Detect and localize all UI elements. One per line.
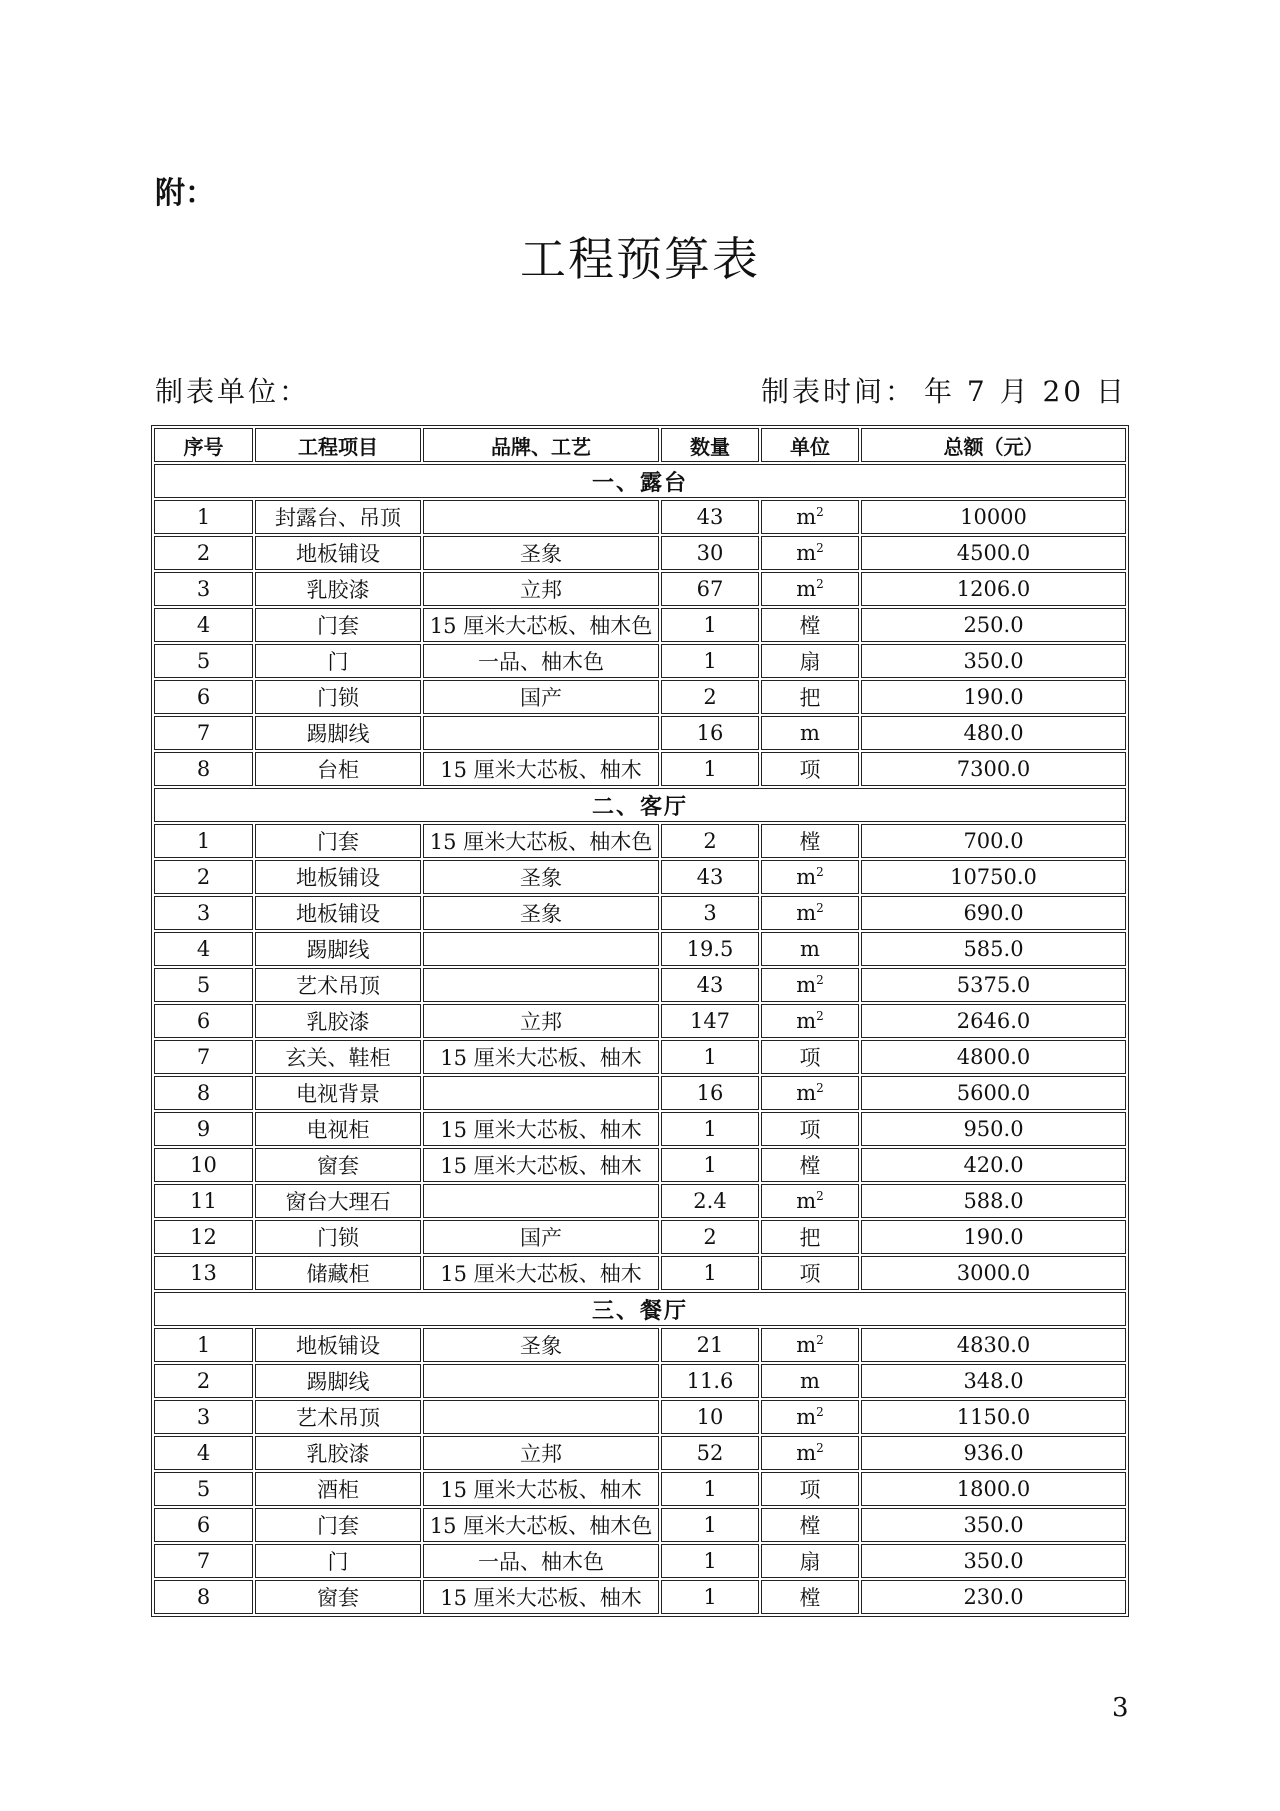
item-name-cell: 门 <box>255 644 421 678</box>
quantity-cell: 2 <box>661 680 759 714</box>
budget-table <box>151 425 1129 1617</box>
brand-cell <box>423 968 659 1002</box>
row-number-cell: 8 <box>154 1076 253 1110</box>
quantity-cell: 11.6 <box>661 1364 759 1398</box>
brand-cell <box>423 716 659 750</box>
row-number-cell: 11 <box>154 1184 253 1218</box>
brand-cell: 15 厘米大芯板、柚木 <box>423 1256 659 1290</box>
unit-text: 项 <box>799 1262 821 1286</box>
table-row <box>154 932 1126 966</box>
unit-text: 樘 <box>799 830 821 854</box>
quantity-cell: 1 <box>661 1040 759 1074</box>
item-name-cell: 艺术吊顶 <box>255 1400 421 1434</box>
item-name-cell: 封露台、吊顶 <box>255 500 421 534</box>
brand-cell: 立邦 <box>423 1436 659 1470</box>
item-name-cell: 门锁 <box>255 1220 421 1254</box>
column-header: 总额（元） <box>861 428 1126 462</box>
quantity-cell: 43 <box>661 860 759 894</box>
brand-cell <box>423 1400 659 1434</box>
unit-exponent: 2 <box>816 505 824 519</box>
item-name-cell: 电视背景 <box>255 1076 421 1110</box>
unit-exponent: 2 <box>816 1441 824 1455</box>
total-cell: 950.0 <box>861 1112 1126 1146</box>
brand-cell: 15 厘米大芯板、柚木色 <box>423 608 659 642</box>
unit-cell <box>761 1148 859 1182</box>
brand-cell: 一品、柚木色 <box>423 644 659 678</box>
column-header: 工程项目 <box>255 428 421 462</box>
unit-cell <box>761 500 859 534</box>
quantity-cell: 147 <box>661 1004 759 1038</box>
item-name-cell: 储藏柜 <box>255 1256 421 1290</box>
unit-text: 项 <box>799 758 821 782</box>
row-number-cell: 1 <box>154 824 253 858</box>
unit-cell <box>761 968 859 1002</box>
unit-text: m <box>796 505 817 529</box>
total-cell: 350.0 <box>861 1508 1126 1542</box>
unit-text: 樘 <box>799 1514 821 1538</box>
unit-cell <box>761 1472 859 1506</box>
unit-cell <box>761 752 859 786</box>
row-number-cell: 3 <box>154 572 253 606</box>
unit-cell <box>761 1328 859 1362</box>
brand-cell: 15 厘米大芯板、柚木色 <box>423 824 659 858</box>
unit-cell <box>761 824 859 858</box>
quantity-cell: 1 <box>661 1112 759 1146</box>
total-cell: 10750.0 <box>861 860 1126 894</box>
table-row <box>154 572 1126 606</box>
unit-exponent: 2 <box>816 577 824 591</box>
brand-cell: 圣象 <box>423 860 659 894</box>
unit-text: 项 <box>799 1046 821 1070</box>
total-cell: 4800.0 <box>861 1040 1126 1074</box>
section-row <box>154 788 1126 822</box>
column-header: 品牌、工艺 <box>423 428 659 462</box>
item-name-cell: 酒柜 <box>255 1472 421 1506</box>
row-number-cell: 5 <box>154 644 253 678</box>
total-cell: 190.0 <box>861 680 1126 714</box>
quantity-cell: 10 <box>661 1400 759 1434</box>
unit-exponent: 2 <box>816 1189 824 1203</box>
unit-cell <box>761 932 859 966</box>
page-title: 工程预算表 <box>520 232 760 286</box>
table-row <box>154 1076 1126 1110</box>
brand-cell: 15 厘米大芯板、柚木 <box>423 1112 659 1146</box>
unit-text: 把 <box>799 686 821 710</box>
unit-exponent: 2 <box>816 865 824 879</box>
table-row <box>154 1436 1126 1470</box>
table-row <box>154 824 1126 858</box>
row-number-cell: 5 <box>154 968 253 1002</box>
row-number-cell: 4 <box>154 608 253 642</box>
prepared-by-label: 制表单位： <box>155 375 311 408</box>
column-header: 序号 <box>154 428 253 462</box>
item-name-cell: 门套 <box>255 1508 421 1542</box>
item-name-cell: 艺术吊顶 <box>255 968 421 1002</box>
total-cell: 1150.0 <box>861 1400 1126 1434</box>
unit-text: m <box>796 1189 817 1213</box>
quantity-cell: 1 <box>661 1544 759 1578</box>
unit-text: 扇 <box>799 650 821 674</box>
row-number-cell: 2 <box>154 860 253 894</box>
unit-cell <box>761 896 859 930</box>
brand-cell: 15 厘米大芯板、柚木 <box>423 1472 659 1506</box>
table-row <box>154 1112 1126 1146</box>
unit-cell <box>761 1220 859 1254</box>
unit-text: m <box>796 541 817 565</box>
table-row <box>154 644 1126 678</box>
table-row <box>154 1472 1126 1506</box>
brand-cell: 一品、柚木色 <box>423 1544 659 1578</box>
total-cell: 480.0 <box>861 716 1126 750</box>
brand-cell: 立邦 <box>423 1004 659 1038</box>
table-row <box>154 1508 1126 1542</box>
unit-text: m <box>796 1081 817 1105</box>
quantity-cell: 1 <box>661 1472 759 1506</box>
quantity-cell: 43 <box>661 968 759 1002</box>
table-row <box>154 1184 1126 1218</box>
unit-exponent: 2 <box>816 1009 824 1023</box>
section-title: 一、露台 <box>154 464 1126 498</box>
unit-text: m <box>796 1405 817 1429</box>
unit-text: 樘 <box>799 1586 821 1610</box>
column-header: 单位 <box>761 428 859 462</box>
quantity-cell: 1 <box>661 1580 759 1614</box>
quantity-cell: 19.5 <box>661 932 759 966</box>
brand-cell: 圣象 <box>423 1328 659 1362</box>
brand-cell <box>423 500 659 534</box>
row-number-cell: 2 <box>154 536 253 570</box>
table-row <box>154 500 1126 534</box>
total-cell: 1800.0 <box>861 1472 1126 1506</box>
section-title: 二、客厅 <box>154 788 1126 822</box>
unit-cell <box>761 1400 859 1434</box>
section-row <box>154 464 1126 498</box>
total-cell: 690.0 <box>861 896 1126 930</box>
brand-cell: 立邦 <box>423 572 659 606</box>
table-row <box>154 1400 1126 1434</box>
unit-cell <box>761 680 859 714</box>
item-name-cell: 乳胶漆 <box>255 1004 421 1038</box>
row-number-cell: 1 <box>154 1328 253 1362</box>
unit-cell <box>761 536 859 570</box>
unit-cell <box>761 1364 859 1398</box>
row-number-cell: 6 <box>154 1004 253 1038</box>
unit-text: m <box>796 1441 817 1465</box>
total-cell: 250.0 <box>861 608 1126 642</box>
total-cell: 420.0 <box>861 1148 1126 1182</box>
table-row <box>154 608 1126 642</box>
row-number-cell: 9 <box>154 1112 253 1146</box>
table-row <box>154 1148 1126 1182</box>
row-number-cell: 4 <box>154 1436 253 1470</box>
total-cell: 350.0 <box>861 1544 1126 1578</box>
brand-cell: 圣象 <box>423 896 659 930</box>
row-number-cell: 13 <box>154 1256 253 1290</box>
unit-text: m <box>796 577 817 601</box>
row-number-cell: 8 <box>154 752 253 786</box>
table-row <box>154 1220 1126 1254</box>
item-name-cell: 地板铺设 <box>255 860 421 894</box>
item-name-cell: 地板铺设 <box>255 896 421 930</box>
brand-cell: 15 厘米大芯板、柚木 <box>423 752 659 786</box>
brand-cell <box>423 932 659 966</box>
row-number-cell: 3 <box>154 1400 253 1434</box>
table-row <box>154 1040 1126 1074</box>
brand-cell <box>423 1184 659 1218</box>
unit-cell <box>761 1040 859 1074</box>
quantity-cell: 2.4 <box>661 1184 759 1218</box>
unit-exponent: 2 <box>816 1081 824 1095</box>
brand-cell: 15 厘米大芯板、柚木 <box>423 1148 659 1182</box>
item-name-cell: 电视柜 <box>255 1112 421 1146</box>
total-cell: 4500.0 <box>861 536 1126 570</box>
item-name-cell: 门套 <box>255 824 421 858</box>
table-body <box>154 464 1126 1614</box>
table-row <box>154 716 1126 750</box>
total-cell: 585.0 <box>861 932 1126 966</box>
row-number-cell: 3 <box>154 896 253 930</box>
quantity-cell: 21 <box>661 1328 759 1362</box>
quantity-cell: 1 <box>661 608 759 642</box>
unit-exponent: 2 <box>816 1333 824 1347</box>
item-name-cell: 地板铺设 <box>255 1328 421 1362</box>
quantity-cell: 30 <box>661 536 759 570</box>
unit-cell <box>761 860 859 894</box>
item-name-cell: 踢脚线 <box>255 716 421 750</box>
table-row <box>154 1544 1126 1578</box>
item-name-cell: 窗套 <box>255 1580 421 1614</box>
row-number-cell: 8 <box>154 1580 253 1614</box>
row-number-cell: 10 <box>154 1148 253 1182</box>
quantity-cell: 43 <box>661 500 759 534</box>
unit-cell <box>761 1184 859 1218</box>
row-number-cell: 5 <box>154 1472 253 1506</box>
brand-cell <box>423 1364 659 1398</box>
quantity-cell: 1 <box>661 1256 759 1290</box>
table-row <box>154 536 1126 570</box>
item-name-cell: 乳胶漆 <box>255 1436 421 1470</box>
unit-cell <box>761 1436 859 1470</box>
unit-cell <box>761 1508 859 1542</box>
column-header: 数量 <box>661 428 759 462</box>
total-cell: 5375.0 <box>861 968 1126 1002</box>
quantity-cell: 52 <box>661 1436 759 1470</box>
total-cell: 588.0 <box>861 1184 1126 1218</box>
unit-cell <box>761 1544 859 1578</box>
item-name-cell: 玄关、鞋柜 <box>255 1040 421 1074</box>
prepared-time-label: 制表时间： <box>761 375 917 408</box>
table-row <box>154 752 1126 786</box>
unit-text: m <box>796 865 817 889</box>
unit-text: m <box>796 1009 817 1033</box>
row-number-cell: 7 <box>154 1040 253 1074</box>
quantity-cell: 3 <box>661 896 759 930</box>
total-cell: 230.0 <box>861 1580 1126 1614</box>
table-row <box>154 896 1126 930</box>
table-header-row <box>154 428 1126 462</box>
row-number-cell: 4 <box>154 932 253 966</box>
page-number: 3 <box>1112 1693 1129 1723</box>
row-number-cell: 12 <box>154 1220 253 1254</box>
unit-cell <box>761 1256 859 1290</box>
unit-cell <box>761 1112 859 1146</box>
item-name-cell: 地板铺设 <box>255 536 421 570</box>
section-row <box>154 1292 1126 1326</box>
quantity-cell: 16 <box>661 1076 759 1110</box>
item-name-cell: 台柜 <box>255 752 421 786</box>
brand-cell <box>423 1076 659 1110</box>
unit-cell <box>761 608 859 642</box>
brand-cell: 国产 <box>423 1220 659 1254</box>
unit-exponent: 2 <box>816 901 824 915</box>
unit-text: 项 <box>799 1118 821 1142</box>
unit-cell <box>761 1076 859 1110</box>
table-row <box>154 860 1126 894</box>
quantity-cell: 1 <box>661 752 759 786</box>
unit-cell <box>761 1580 859 1614</box>
quantity-cell: 1 <box>661 1148 759 1182</box>
total-cell: 2646.0 <box>861 1004 1126 1038</box>
unit-exponent: 2 <box>816 973 824 987</box>
unit-cell <box>761 1004 859 1038</box>
total-cell: 4830.0 <box>861 1328 1126 1362</box>
quantity-cell: 1 <box>661 1508 759 1542</box>
quantity-cell: 16 <box>661 716 759 750</box>
total-cell: 10000 <box>861 500 1126 534</box>
total-cell: 7300.0 <box>861 752 1126 786</box>
brand-cell: 15 厘米大芯板、柚木 <box>423 1040 659 1074</box>
unit-cell <box>761 572 859 606</box>
unit-text: 项 <box>799 1478 821 1502</box>
item-name-cell: 门锁 <box>255 680 421 714</box>
total-cell: 700.0 <box>861 824 1126 858</box>
item-name-cell: 门套 <box>255 608 421 642</box>
table-row <box>154 1004 1126 1038</box>
quantity-cell: 1 <box>661 644 759 678</box>
total-cell: 5600.0 <box>861 1076 1126 1110</box>
total-cell: 348.0 <box>861 1364 1126 1398</box>
table-meta <box>155 370 1127 410</box>
unit-text: 樘 <box>799 1154 821 1178</box>
unit-exponent: 2 <box>816 541 824 555</box>
prepared-date: 年 7 月 20 日 <box>923 375 1127 408</box>
section-title: 三、餐厅 <box>154 1292 1126 1326</box>
unit-text: m <box>796 973 817 997</box>
brand-cell: 15 厘米大芯板、柚木 <box>423 1580 659 1614</box>
table-row <box>154 1364 1126 1398</box>
row-number-cell: 1 <box>154 500 253 534</box>
table-row <box>154 968 1126 1002</box>
row-number-cell: 7 <box>154 716 253 750</box>
item-name-cell: 窗套 <box>255 1148 421 1182</box>
unit-text: m <box>796 901 817 925</box>
total-cell: 190.0 <box>861 1220 1126 1254</box>
row-number-cell: 7 <box>154 1544 253 1578</box>
table-row <box>154 1580 1126 1614</box>
unit-text: 扇 <box>799 1550 821 1574</box>
item-name-cell: 踢脚线 <box>255 932 421 966</box>
quantity-cell: 2 <box>661 824 759 858</box>
brand-cell: 圣象 <box>423 536 659 570</box>
unit-text: m <box>796 1333 817 1357</box>
item-name-cell: 门 <box>255 1544 421 1578</box>
row-number-cell: 2 <box>154 1364 253 1398</box>
unit-exponent: 2 <box>816 1405 824 1419</box>
brand-cell: 15 厘米大芯板、柚木色 <box>423 1508 659 1542</box>
quantity-cell: 2 <box>661 1220 759 1254</box>
row-number-cell: 6 <box>154 680 253 714</box>
item-name-cell: 窗台大理石 <box>255 1184 421 1218</box>
attachment-label: 附： <box>155 176 215 211</box>
unit-text: m <box>800 721 820 745</box>
unit-text: 樘 <box>799 614 821 638</box>
total-cell: 350.0 <box>861 644 1126 678</box>
row-number-cell: 6 <box>154 1508 253 1542</box>
unit-text: m <box>800 1369 820 1393</box>
total-cell: 3000.0 <box>861 1256 1126 1290</box>
total-cell: 1206.0 <box>861 572 1126 606</box>
unit-text: 把 <box>799 1226 821 1250</box>
brand-cell: 国产 <box>423 680 659 714</box>
unit-cell <box>761 716 859 750</box>
quantity-cell: 67 <box>661 572 759 606</box>
item-name-cell: 踢脚线 <box>255 1364 421 1398</box>
unit-cell <box>761 644 859 678</box>
unit-text: m <box>800 937 820 961</box>
table-row <box>154 1256 1126 1290</box>
total-cell: 936.0 <box>861 1436 1126 1470</box>
table-row <box>154 680 1126 714</box>
item-name-cell: 乳胶漆 <box>255 572 421 606</box>
table-row <box>154 1328 1126 1362</box>
